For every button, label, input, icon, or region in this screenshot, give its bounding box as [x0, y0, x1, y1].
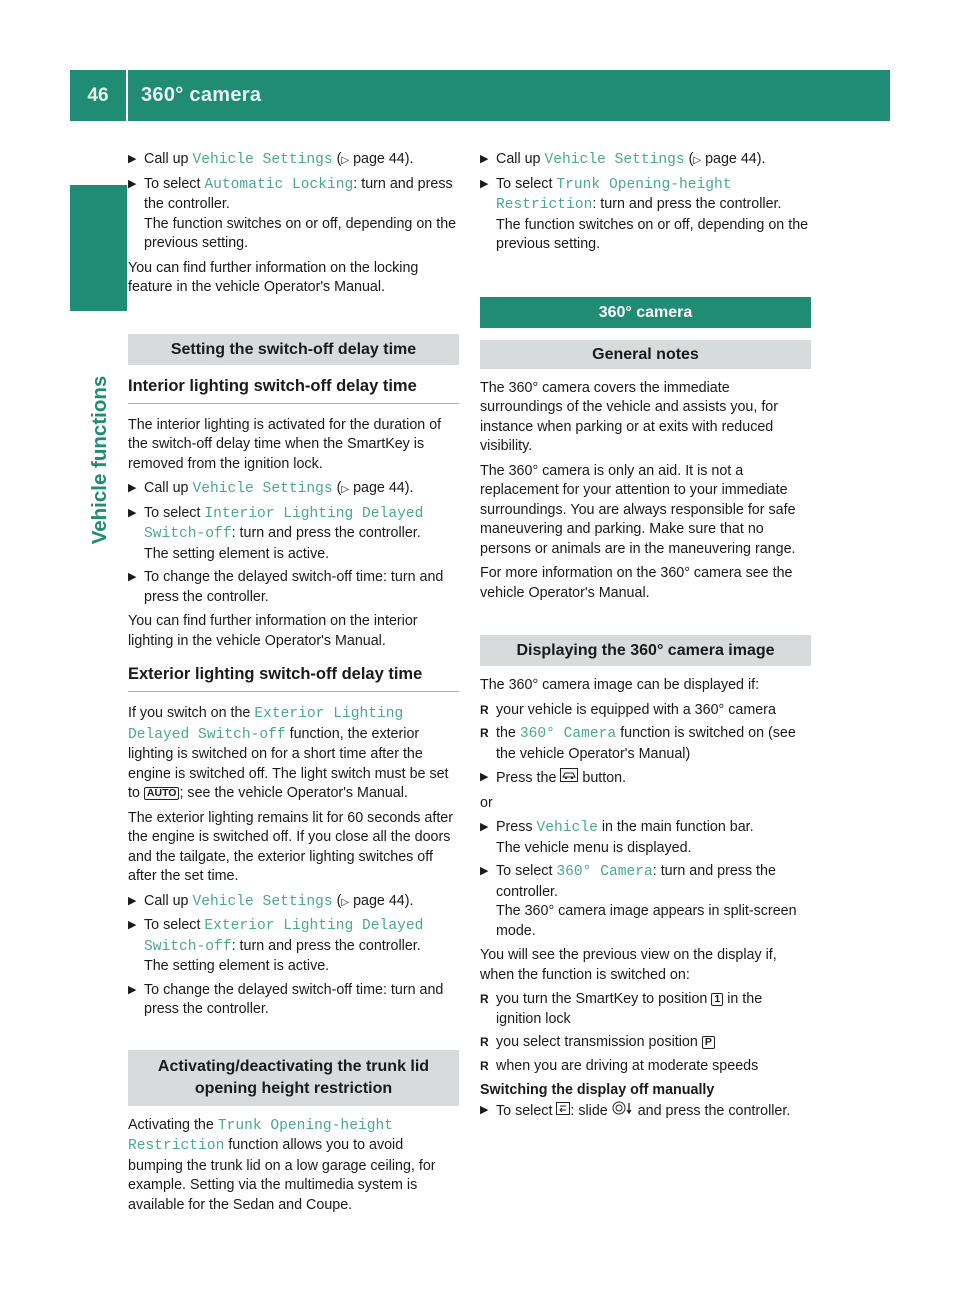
bullet-text: function is switched on (see the vehicle Operator's Manual) — [496, 725, 796, 762]
menu-keyword[interactable]: Automatic Locking — [204, 176, 354, 193]
step-text: : turn and press the controller. — [592, 196, 782, 212]
step-item — [480, 175, 811, 255]
ref-paren: ( — [336, 151, 342, 167]
step-arrow-icon: ▶ — [128, 919, 137, 931]
bullet-item — [480, 990, 811, 1029]
step-text: To select — [496, 175, 553, 192]
step-item — [480, 150, 811, 171]
step-item — [128, 981, 459, 1020]
step-item — [128, 916, 459, 977]
bullet-item — [480, 724, 811, 764]
menu-keyword[interactable]: Vehicle Settings — [192, 152, 333, 168]
ref-arrow-icon: ▷ — [341, 155, 350, 166]
bullet-item — [480, 1033, 811, 1053]
paragraph: The 360° camera covers the immediate surroundings of the vehicle and assists you, for instance when parking or at exits with reduced visibility. — [480, 379, 779, 454]
page-ref[interactable]: page 44). — [353, 892, 414, 909]
step-note: The 360° camera image appears in split-screen mode. — [496, 903, 797, 939]
subheading: Interior lighting switch-off delay time — [128, 375, 459, 404]
key-position-1-icon: 1 — [711, 993, 723, 1006]
step-note: The vehicle menu is displayed. — [496, 839, 692, 856]
paragraph-text: ; see the vehicle Operator's Manual. — [179, 785, 408, 801]
step-arrow-icon: ▶ — [128, 983, 137, 996]
step-text: : turn and press the controller. — [496, 863, 776, 900]
step-text: : slide — [570, 1102, 608, 1119]
step-text: To select — [144, 917, 201, 933]
menu-keyword[interactable]: Vehicle Settings — [192, 893, 333, 910]
paragraph-text: function, the exterior lighting is switched on for a short time after the engine is switched off. The light switch must be set to — [128, 725, 449, 801]
bullet-icon: R — [480, 1058, 489, 1073]
ref-arrow-icon: ▷ — [341, 484, 350, 495]
ref-arrow-icon: ▷ — [693, 155, 702, 166]
step-arrow-icon: ▶ — [128, 506, 137, 519]
bullet-icon: R — [480, 702, 489, 717]
menu-keyword[interactable]: Exterior Lighting Delayed Switch-off — [144, 918, 424, 955]
step-text: To select — [496, 1102, 553, 1119]
side-label — [84, 315, 116, 605]
paragraph-text: If you switch on the — [128, 705, 251, 721]
step-item — [480, 768, 811, 789]
paragraph — [128, 704, 459, 804]
section-heading: Activating/deactivating the trunk lid opening height restriction — [128, 1050, 459, 1106]
step-text: Press the — [496, 770, 557, 786]
step-text: To change the delayed switch-off time: turn and press the controller. — [144, 569, 444, 605]
step-text: Call up — [144, 480, 189, 496]
step-note: The setting element is active. — [144, 958, 330, 974]
subsection-heading: General notes — [480, 340, 811, 369]
page-title: 360° camera — [141, 84, 262, 106]
subheading: Exterior lighting switch-off delay time — [128, 663, 459, 692]
bullet-text: the — [496, 725, 516, 741]
bullet-item — [480, 701, 811, 721]
paragraph: The interior lighting is activated for the duration of the switch-off delay time when the SmartKey is removed from the ignition lock. — [128, 416, 442, 472]
step-item — [128, 150, 459, 171]
paragraph: You can find further information on the interior lighting in the vehicle Operator's Manual. — [128, 613, 418, 649]
step-text: Press — [496, 819, 533, 835]
bullet-text: you select transmission position — [496, 1034, 698, 1050]
park-position-icon: P — [702, 1036, 715, 1049]
step-text: To change the delayed switch-off time: turn and press the controller. — [144, 981, 444, 1017]
bullet-icon: R — [480, 1035, 489, 1049]
step-text: To select — [144, 175, 201, 192]
step-text: and press the controller. — [637, 1102, 791, 1119]
menu-keyword[interactable]: Exterior Lighting Delayed Switch-off — [128, 706, 404, 743]
paragraph-text: function allows you to avoid bumping the trunk lid on a low garage ceiling, for example. Setting via the multimedia system is available for the Sedan and Coupe. — [128, 1137, 436, 1213]
paragraph: For more information on the 360° camera see the vehicle Operator's Manual. — [480, 565, 793, 601]
menu-keyword[interactable]: 360° Camera — [519, 726, 617, 742]
step-text: To select — [144, 504, 201, 521]
bullet-icon: R — [480, 726, 489, 740]
step-arrow-icon: ▶ — [480, 821, 489, 833]
ref-paren: ( — [336, 480, 342, 496]
menu-keyword[interactable]: Trunk Opening-height Restriction — [496, 176, 732, 213]
paragraph: You can find further information on the locking feature in the vehicle Operator's Manual. — [128, 259, 419, 295]
step-text: button. — [582, 770, 627, 786]
step-note: The function switches on or off, depending on the previous setting. — [496, 216, 809, 252]
step-arrow-icon: ▶ — [128, 177, 137, 190]
step-arrow-icon: ▶ — [128, 571, 137, 583]
step-item — [480, 1101, 811, 1122]
step-arrow-icon: ▶ — [480, 771, 489, 783]
step-item — [128, 568, 459, 607]
bullet-text: you turn the SmartKey to position — [496, 991, 708, 1007]
paragraph: The 360° camera is only an aid. It is not a replacement for your attention to your immediate surroundings. You are always responsible for safe maneuvering and parking. Make sure that no persons or animals are in the maneuvering range. — [480, 462, 796, 557]
bold-heading: Switching the display off manually — [480, 1082, 715, 1098]
menu-keyword[interactable]: Vehicle Settings — [192, 481, 333, 497]
parking-camera-button-icon[interactable] — [560, 768, 578, 784]
right-column — [480, 150, 811, 1121]
ref-paren: ( — [688, 151, 694, 167]
step-arrow-icon: ▶ — [480, 153, 489, 165]
section-heading: Setting the switch-off delay time — [128, 334, 459, 365]
step-arrow-icon: ▶ — [480, 177, 489, 190]
menu-keyword[interactable]: 360° Camera — [556, 864, 653, 880]
back-exit-icon[interactable] — [556, 1102, 570, 1117]
step-note: The setting element is active. — [144, 545, 330, 562]
side-tab-block — [70, 185, 127, 311]
step-arrow-icon: ▶ — [128, 482, 137, 494]
step-item — [128, 175, 459, 254]
step-arrow-icon: ▶ — [128, 894, 137, 907]
step-item — [128, 504, 459, 565]
left-column — [128, 150, 459, 1215]
paragraph-text: Activating the — [128, 1116, 214, 1133]
page-ref[interactable]: page 44). — [353, 151, 414, 167]
page-ref[interactable]: page 44). — [353, 480, 414, 496]
section-heading-camera: 360° camera — [480, 297, 811, 328]
bullet-text: your vehicle is equipped with a 360° camera — [496, 701, 776, 718]
step-item — [480, 862, 811, 941]
bullet-text: when you are driving at moderate speeds — [496, 1057, 759, 1074]
bullet-icon: R — [480, 992, 489, 1006]
menu-keyword[interactable]: Interior Lighting Delayed Switch-off — [144, 505, 424, 542]
step-arrow-icon: ▶ — [480, 1103, 489, 1116]
auto-key-icon: AUTO — [144, 787, 180, 800]
bullet-item — [480, 1057, 811, 1077]
ref-arrow-icon: ▷ — [341, 896, 350, 908]
section-heading: Displaying the 360° camera image — [480, 635, 811, 666]
side-label-text: Vehicle functions — [88, 375, 111, 545]
step-text: Call up — [144, 892, 189, 909]
ref-paren: ( — [336, 892, 342, 909]
controller-slide-icon[interactable] — [612, 1101, 634, 1117]
step-arrow-icon: ▶ — [480, 865, 489, 877]
step-text: : turn and press the controller. — [231, 937, 421, 954]
menu-keyword[interactable]: Trunk Opening-height Restriction — [128, 1117, 393, 1154]
step-item — [128, 892, 459, 913]
paragraph: The exterior lighting remains lit for 60 seconds after the engine is switched off. If you close all the doors and the tailgate, the exterior lighting switches off after the set time. — [128, 809, 454, 884]
step-item — [480, 818, 811, 858]
step-item — [128, 479, 459, 500]
page-ref[interactable]: page 44). — [705, 151, 766, 167]
paragraph — [128, 1116, 459, 1216]
paragraph: The 360° camera image can be displayed if: — [480, 677, 760, 693]
menu-keyword[interactable]: Vehicle — [536, 820, 598, 836]
step-text: To select — [496, 863, 553, 879]
step-text: Call up — [144, 151, 189, 167]
step-text: in the main function bar. — [601, 819, 754, 835]
paragraph: You will see the previous view on the display if, when the function is switched on: — [480, 947, 777, 983]
or-label: or — [480, 794, 493, 811]
step-text: : turn and press the controller. — [144, 175, 453, 212]
menu-keyword[interactable]: Vehicle Settings — [544, 152, 685, 168]
step-arrow-icon: ▶ — [128, 153, 137, 165]
bullet-text: in the ignition lock — [496, 991, 763, 1027]
header-divider — [126, 70, 128, 121]
step-note: The function switches on or off, depending on the previous setting. — [144, 215, 457, 251]
step-text: Call up — [496, 151, 541, 167]
page-number: 46 — [87, 85, 109, 106]
step-text: : turn and press the controller. — [231, 525, 421, 541]
